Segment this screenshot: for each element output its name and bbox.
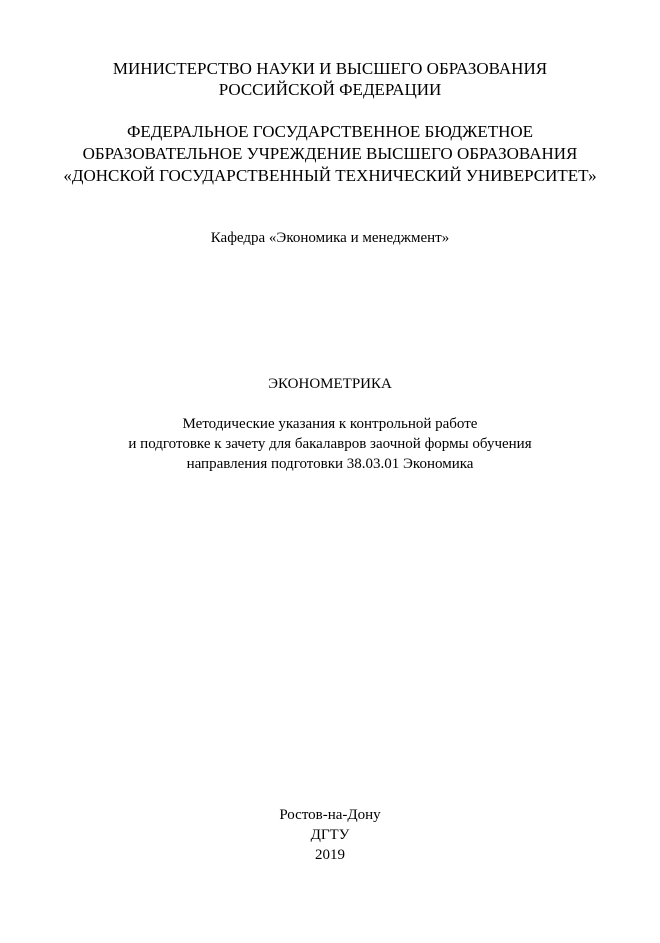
university-line-2: ОБРАЗОВАТЕЛЬНОЕ УЧРЕЖДЕНИЕ ВЫСШЕГО ОБРАЗОВАНИЯ: [82, 144, 578, 163]
university-heading: [0, 121, 660, 187]
publication-year: 2019: [315, 847, 345, 863]
ministry-heading: [0, 58, 660, 100]
publication-city: Ростов-на-Дону: [279, 807, 381, 823]
subtitle-line-3: направления подготовки 38.03.01 Экономика: [186, 456, 474, 472]
document-title: [0, 374, 660, 394]
subtitle-line-2: и подготовке к зачету для бакалавров заочной формы обучения: [128, 436, 532, 452]
publisher-name: ДГТУ: [310, 827, 350, 843]
ministry-line-2: РОССИЙСКОЙ ФЕДЕРАЦИИ: [218, 80, 442, 99]
department-line: Кафедра «Экономика и менеджмент»: [210, 230, 450, 246]
publication-footer: [0, 805, 660, 865]
department-name: [0, 228, 660, 248]
subtitle-line-1: Методические указания к контрольной работе: [182, 416, 478, 432]
university-line-3: «ДОНСКОЙ ГОСУДАРСТВЕННЫЙ ТЕХНИЧЕСКИЙ УНИВЕРСИТЕТ»: [63, 166, 597, 185]
document-subtitle: [0, 414, 660, 474]
university-line-1: ФЕДЕРАЛЬНОЕ ГОСУДАРСТВЕННОЕ БЮДЖЕТНОЕ: [126, 122, 534, 141]
document-title-text: ЭКОНОМЕТРИКА: [268, 376, 392, 392]
ministry-line-1: МИНИСТЕРСТВО НАУКИ И ВЫСШЕГО ОБРАЗОВАНИЯ: [112, 59, 548, 78]
